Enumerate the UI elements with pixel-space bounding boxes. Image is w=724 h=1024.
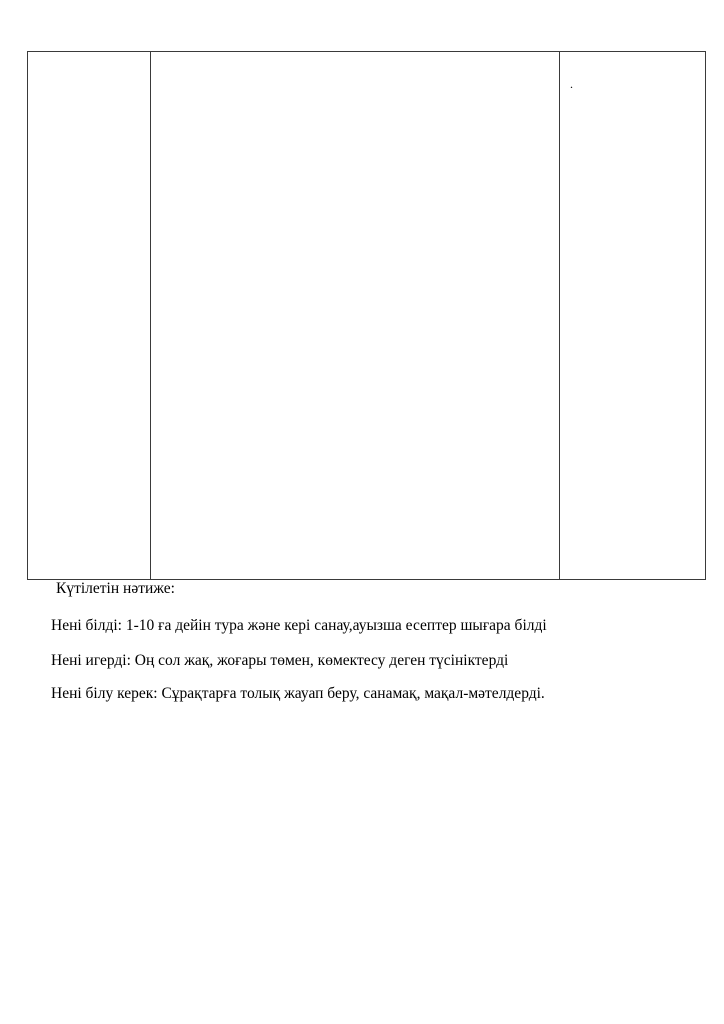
table-cell-mark: .	[570, 77, 573, 91]
result-mastered-line: Нені игерді: Оң сол жақ, жоғары төмен, көмектесу деген түсініктерді	[51, 652, 509, 669]
table-column-divider-1	[150, 52, 151, 579]
lesson-table	[27, 51, 706, 580]
expected-results-heading: Күтілетін нәтиже:	[56, 580, 175, 597]
result-knew-line: Нені білді: 1-10 ға дейін тура және кері санау,ауызша есептер шығара білді	[51, 617, 547, 634]
table-column-divider-2	[559, 52, 560, 579]
result-should-know-line: Нені білу керек: Сұрақтарға толық жауап беру, санамақ, мақал-мәтелдерді.	[51, 685, 545, 702]
